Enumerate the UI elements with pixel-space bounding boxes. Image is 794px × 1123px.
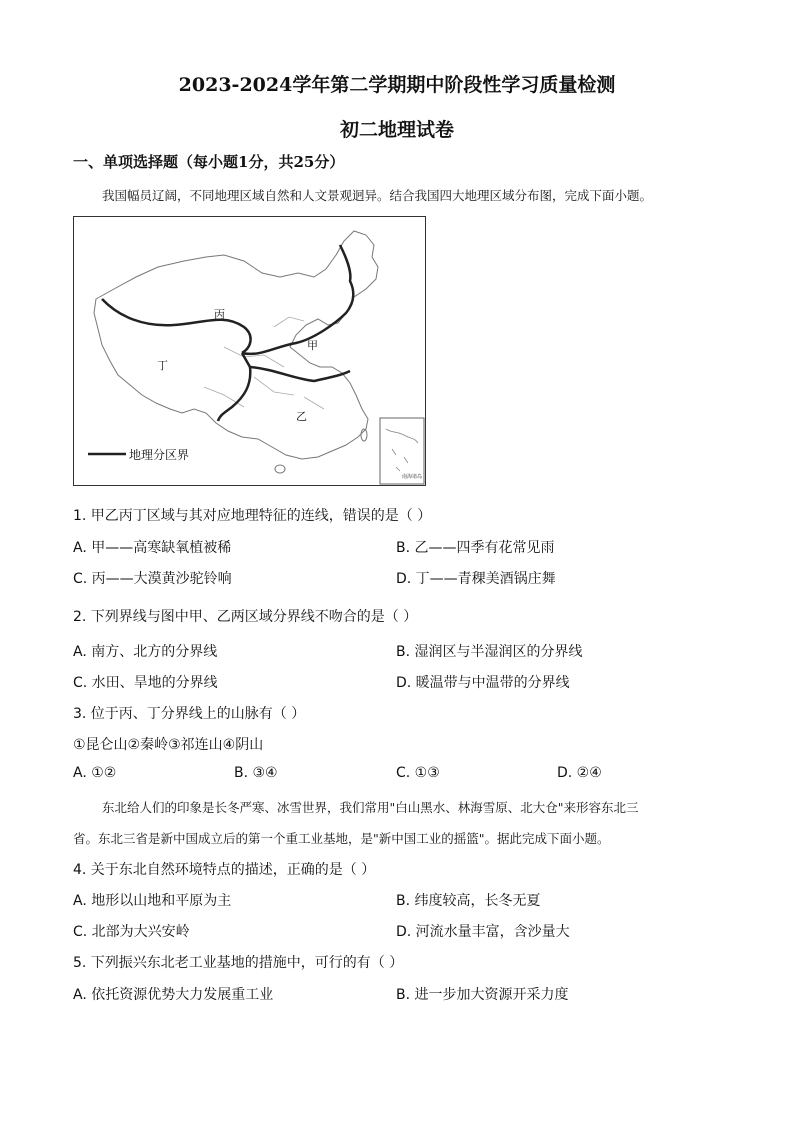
question-1-option-d: D. 丁——青稞美酒锅庄舞	[396, 571, 556, 587]
boundary-qinling	[242, 353, 350, 381]
question-4-option-c: C. 北部为大兴安岭	[73, 924, 190, 940]
question-1-option-a: A. 甲——高寒缺氧植被稀	[73, 540, 232, 556]
hainan-island	[275, 465, 285, 473]
question-3-option-d: D. ②④	[557, 765, 602, 781]
question-3-option-a: A. ①②	[73, 765, 117, 781]
question-2-option-c: C. 水田、旱地的分界线	[73, 675, 218, 691]
question-2-stem: 2. 下列界线与图中甲、乙两区域分界线不吻合的是（ ）	[73, 609, 418, 625]
question-5-option-a: A. 依托资源优势大力发展重工业	[73, 987, 274, 1003]
question-4-stem: 4. 关于东北自然环境特点的描述，正确的是（ ）	[73, 862, 376, 878]
question-2-option-d: D. 暖温带与中温带的分界线	[396, 675, 570, 691]
exam-title: 2023-2024学年第二学期期中阶段性学习质量检测	[178, 74, 616, 96]
province-lines	[204, 317, 324, 409]
section-intro: 我国幅员辽阔，不同地理区域自然和人文景观迥异。结合我国四大地理区域分布图，完成下面小题。	[102, 188, 653, 203]
question-4-option-d: D. 河流水量丰富，含沙量大	[396, 924, 570, 940]
inset-label: 南海诸岛	[402, 474, 423, 480]
question-3-choices: ①昆仑山②秦岭③祁连山④阴山	[73, 737, 264, 753]
china-regions-map	[73, 216, 426, 486]
question-1-option-b: B. 乙——四季有花常见雨	[396, 540, 555, 556]
question-4-option-a: A. 地形以山地和平原为主	[73, 893, 232, 909]
region-label-bing: 丙	[214, 308, 225, 321]
question-3-option-b: B. ③④	[234, 765, 278, 781]
region-label-jia: 甲	[307, 339, 318, 352]
question-2-option-b: B. 湿润区与半湿润区的分界线	[396, 644, 583, 660]
section-heading: 一、单项选择题（每小题1分，共25分）	[73, 153, 345, 171]
boundary-north-west	[102, 299, 251, 353]
question-5-stem: 5. 下列振兴东北老工业基地的措施中，可行的有（ ）	[73, 955, 404, 971]
region-label-yi: 乙	[296, 410, 307, 423]
boundary-plateau	[218, 367, 250, 421]
question-4-option-b: B. 纬度较高，长冬无夏	[396, 893, 541, 909]
china-outline	[94, 231, 378, 459]
northeast-intro-line-1: 东北给人们的印象是长冬严寒、冰雪世界，我们常用"白山黑水、林海雪原、北大仓"来形容东北三	[102, 800, 639, 815]
question-3-stem: 3. 位于丙、丁分界线上的山脉有（ ）	[73, 706, 306, 722]
question-1-option-c: C. 丙——大漠黄沙驼铃响	[73, 571, 232, 587]
question-3-option-c: C. ①③	[396, 765, 440, 781]
question-5-option-b: B. 进一步加大资源开采力度	[396, 987, 569, 1003]
legend-label: 地理分区界	[129, 448, 190, 462]
exam-subtitle: 初二地理试卷	[339, 119, 454, 141]
region-label-ding: 丁	[157, 359, 168, 372]
map-graphic	[74, 217, 425, 485]
question-1-stem: 1. 甲乙丙丁区域与其对应地理特征的连线，错误的是（ ）	[73, 508, 432, 524]
northeast-intro-line-2: 省。东北三省是新中国成立后的第一个重工业基地，是"新中国工业的摇篮"。据此完成下面小题。	[73, 831, 610, 846]
question-2-option-a: A. 南方、北方的分界线	[73, 644, 218, 660]
boundary-north-south	[242, 245, 353, 354]
